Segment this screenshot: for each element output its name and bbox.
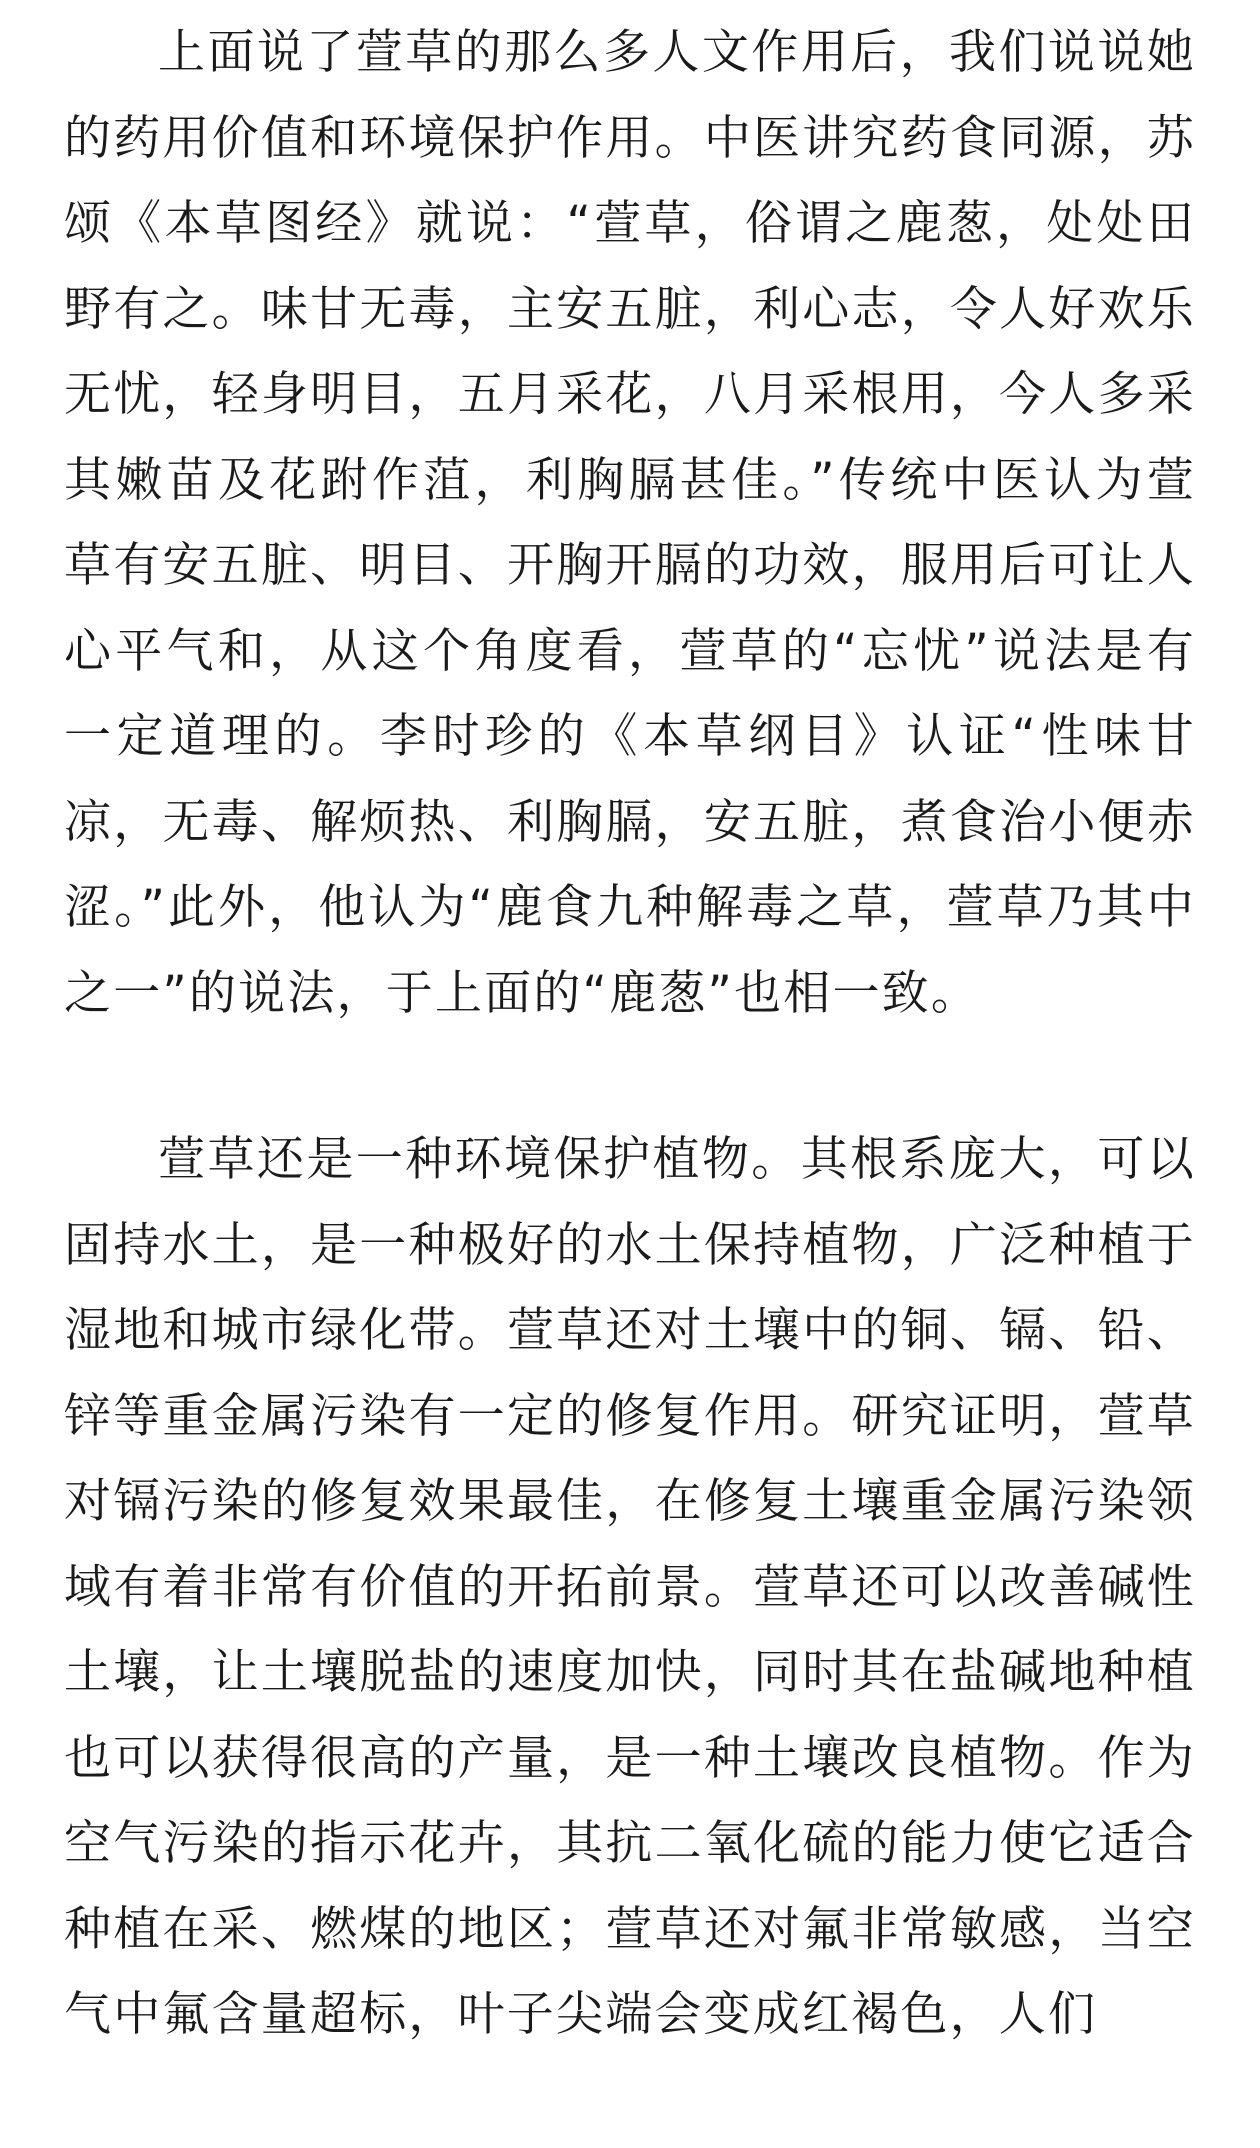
paragraph-environmental-value: 萱草还是一种环境保护植物。其根系庞大，可以固持水土，是一种极好的水土保持植物，广泛种植于湿地和城市绿化带。萱草还对土壤中的铜、镉、铅、锌等重金属污染有一定的修复作用。研究证明，萱草对镉污染的修复效果最佳，在修复土壤重金属污染领域有着非常有价值的开拓前景。萱草还可以改善碱性土壤，让土壤脱盐的速度加快，同时其在盐碱地种植也可以获得很高的产量，是一种土壤改良植物。作为空气污染的指示花卉，其抗二氧化硫的能力使它适合种植在采、燃煤的地区；萱草还对氟非常敏感，当空气中氟含量超标，叶子尖端会变成红褐色，人们 [64,1132,1196,2042]
page-bottom-edge [0,2126,1260,2148]
paragraph-medicinal-value: 上面说了萱草的那么多人文作用后，我们说说她的药用价值和环境保护作用。中医讲究药食同源，苏颂《本草图经》就说：“萱草，俗谓之鹿葱，处处田野有之。味甘无毒，主安五脏，利心志，令人好欢乐无忧，轻身明目，五月采花，八月采根用，今人多采其嫩苗及花跗作菹，利胸膈甚佳。”传统中医认为萱草有安五脏、明目、开胸开膈的功效，服用后可让人心平气和，从这个角度看，萱草的“忘忧”说法是有一定道理的。李时珍的《本草纲目》认证“性味甘凉，无毒、解烦热、利胸膈，安五脏，煮食治小便赤涩。”此外，他认为“鹿食九种解毒之草，萱草乃其中之一”的说法，于上面的“鹿葱”也相一致。 [64,25,1196,1021]
